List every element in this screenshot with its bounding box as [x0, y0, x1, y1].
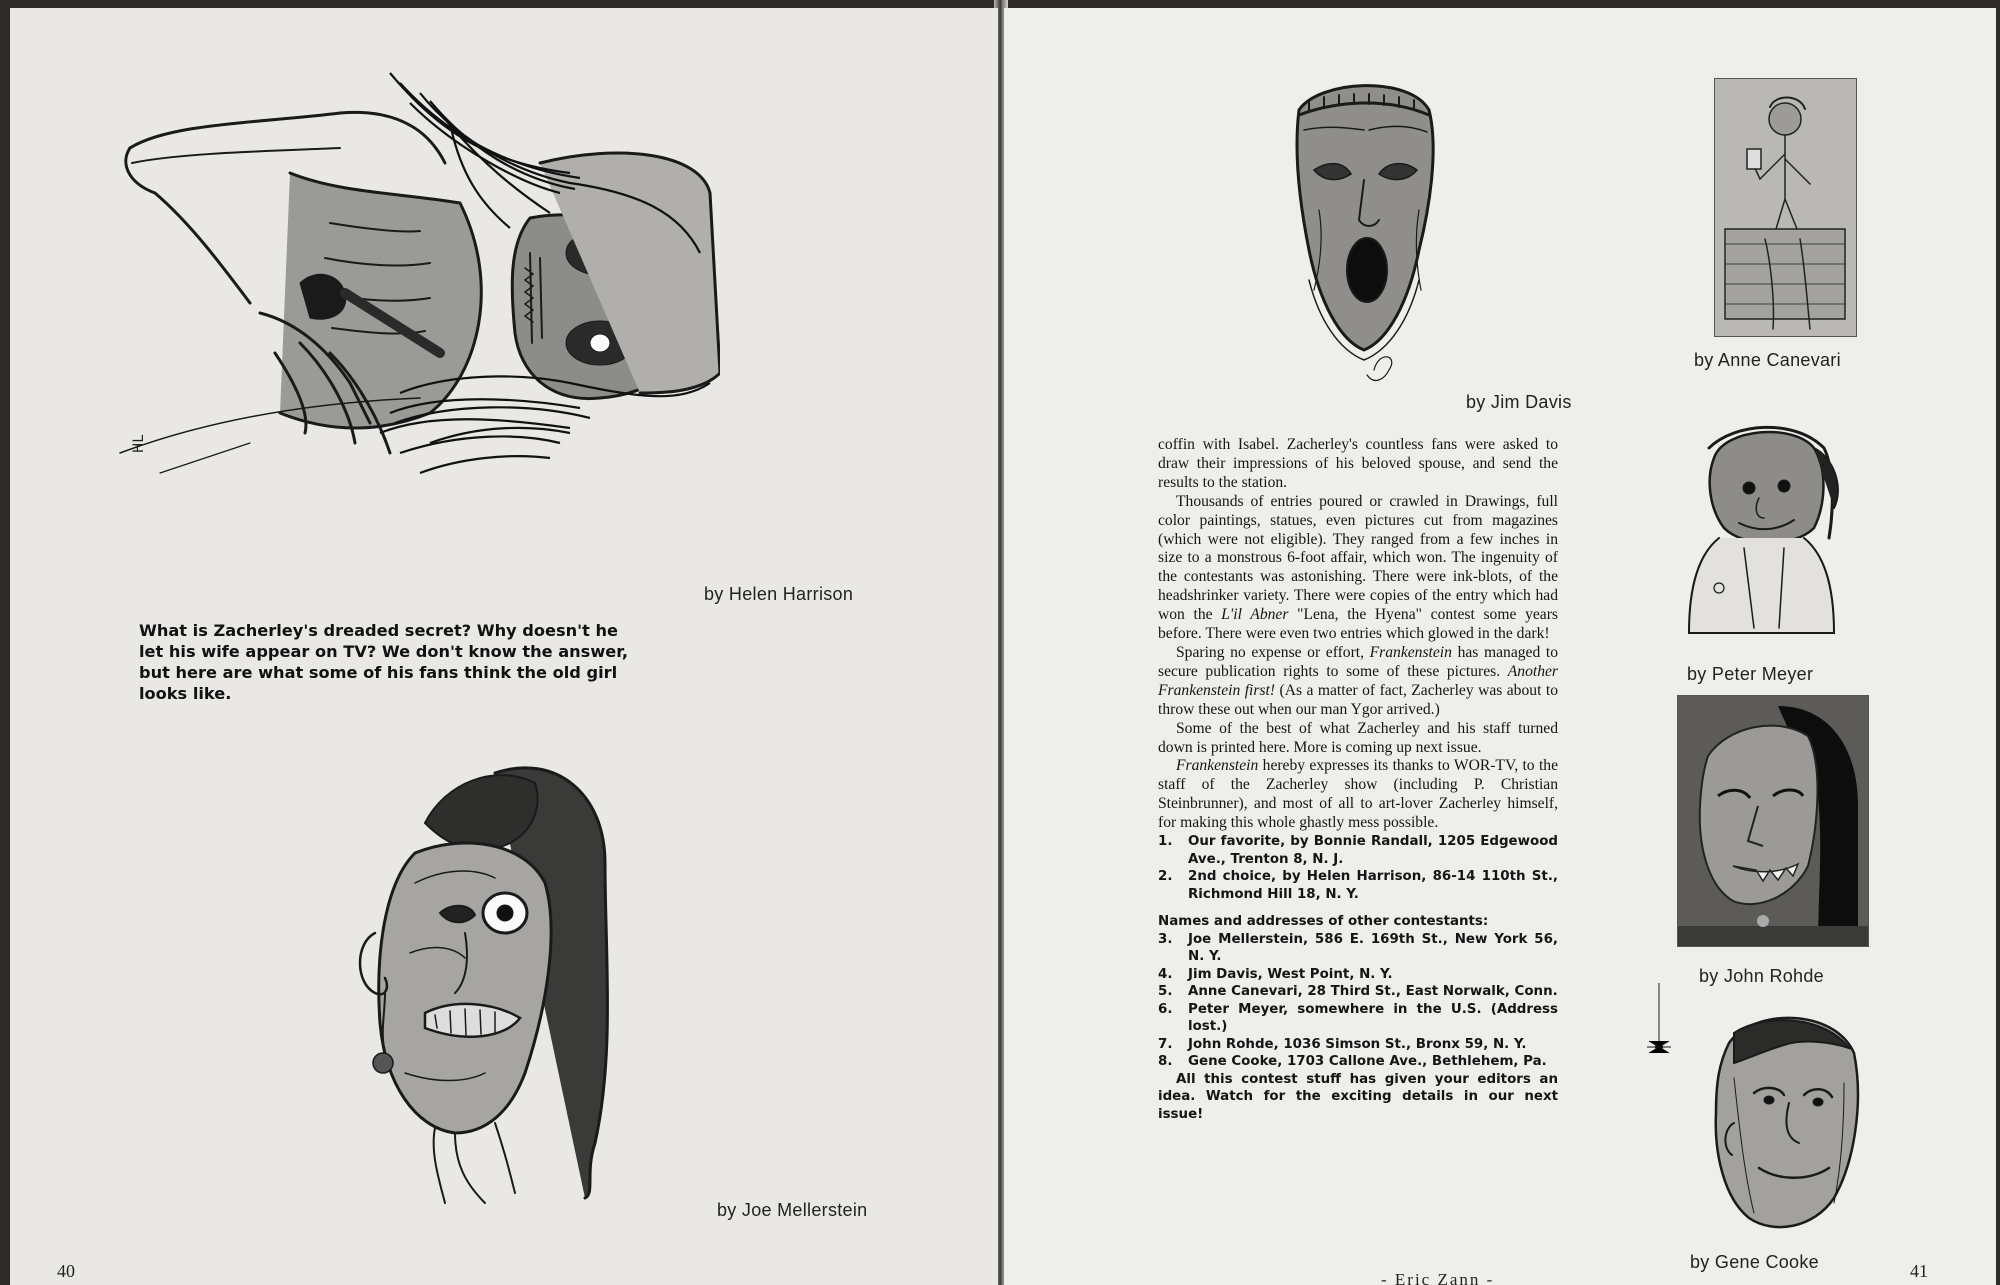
list-item: 7. John Rohde, 1036 Simson St., Bronx 59, N. Y.: [1158, 1036, 1527, 1052]
caption-gene-cooke: by Gene Cooke: [1690, 1252, 1819, 1272]
helen-harrison-drawing: [100, 53, 720, 593]
article-body: [1158, 436, 1558, 1123]
list-item: 4. Jim Davis, West Point, N. Y.: [1158, 966, 1393, 982]
article-paragraph-3: Sparing no expense or effort, Frankenstein has managed to secure publication rights to some of these pictures. Another Frankenstein first! (As a matter of fact, Zacherley was about to throw these out when our man Ygor arrived.): [1158, 643, 1559, 718]
spider-doodle: [1644, 983, 1674, 1063]
list-item: 5. Anne Canevari, 28 Third St., East Norwalk, Conn.: [1158, 984, 1558, 1000]
intro-paragraph: What is Zacherley's dreaded secret? Why doesn't he let his wife appear on TV? We don't know the answer, but here are what some of his fans think the old girl looks like.: [139, 621, 628, 703]
list-item: 2. 2nd choice, by Helen Harrison, 86-14 110th St., Richmond Hill 18, N. Y.: [1158, 869, 1558, 902]
winners-list: [1158, 833, 1558, 903]
left-page: [10, 8, 998, 1285]
jim-davis-drawing: [1279, 70, 1449, 390]
caption-jim-davis: by Jim Davis: [1466, 392, 1572, 412]
list-item: 6. Peter Meyer, somewhere in the U.S. (Address lost.): [1158, 1001, 1558, 1035]
article-paragraph-1: coffin with Isabel. Zacherley's countless fans were asked to draw their impressions of his beloved spouse, and send the results to the station.: [1158, 436, 1558, 491]
caption-peter-meyer: by Peter Meyer: [1687, 664, 1814, 684]
article-paragraph-2: Thousands of entries poured or crawled in Drawings, full color paintings, statues, even pictures cut from magazines (which were not eligible). They ranged from a few inches in size to a monstrous 6-foot affair, which won. The ingenuity of the contestants was astonishing. There were ink-blots, of the headshrinker variety. There were copies of the entry which had won the L'il Abner "Lena, the Hyena" contest some years before. There were even two entries which glowed in the dark!: [1158, 492, 1558, 643]
right-page: [1004, 8, 1996, 1285]
list-item: 8. Gene Cooke, 1703 Callone Ave., Bethlehem, Pa.: [1158, 1054, 1547, 1070]
caption-anne-canevari: by Anne Canevari: [1694, 350, 1841, 370]
other-contestants-list: [1158, 931, 1558, 1071]
list-item: 3. Joe Mellerstein, 586 E. 169th St., New York 56, N. Y.: [1158, 931, 1558, 965]
page-number-right: 41: [1910, 1261, 1928, 1281]
caption-helen-harrison: by Helen Harrison: [704, 584, 854, 604]
john-rohde-drawing: [1677, 695, 1869, 947]
artist-signature-mark: HL: [131, 434, 148, 454]
closing-note: All this contest stuff has given your editors an idea. Watch for the exciting details in our next issue!: [1158, 1071, 1558, 1122]
list-item: 1. Our favorite, by Bonnie Randall, 1205 Edgewood Ave., Trenton 8, N. J.: [1158, 834, 1558, 867]
gene-cooke-drawing: [1694, 1003, 1864, 1243]
caption-joe-mellerstein: by Joe Mellerstein: [717, 1200, 868, 1220]
anne-canevari-drawing: [1714, 78, 1857, 337]
other-contestants-heading: Names and addresses of other contestants:: [1158, 914, 1489, 930]
page-number-left: 40: [57, 1261, 75, 1281]
peter-meyer-drawing: [1684, 418, 1844, 640]
caption-john-rohde: by John Rohde: [1699, 966, 1824, 986]
joe-mellerstein-drawing: [345, 753, 665, 1213]
author-byline: - Eric Zann -: [1381, 1270, 1495, 1285]
article-paragraph-4: Some of the best of what Zacherley and his staff turned down is printed here. More is coming up next issue.: [1158, 719, 1558, 756]
article-paragraph-5: Frankenstein hereby expresses its thanks to WOR-TV, to the staff of the Zacherley show (including P. Christian Steinbrunner), and most of all to art-lover Zacherley himself, for making this whole ghastly mess possible.: [1158, 757, 1558, 832]
